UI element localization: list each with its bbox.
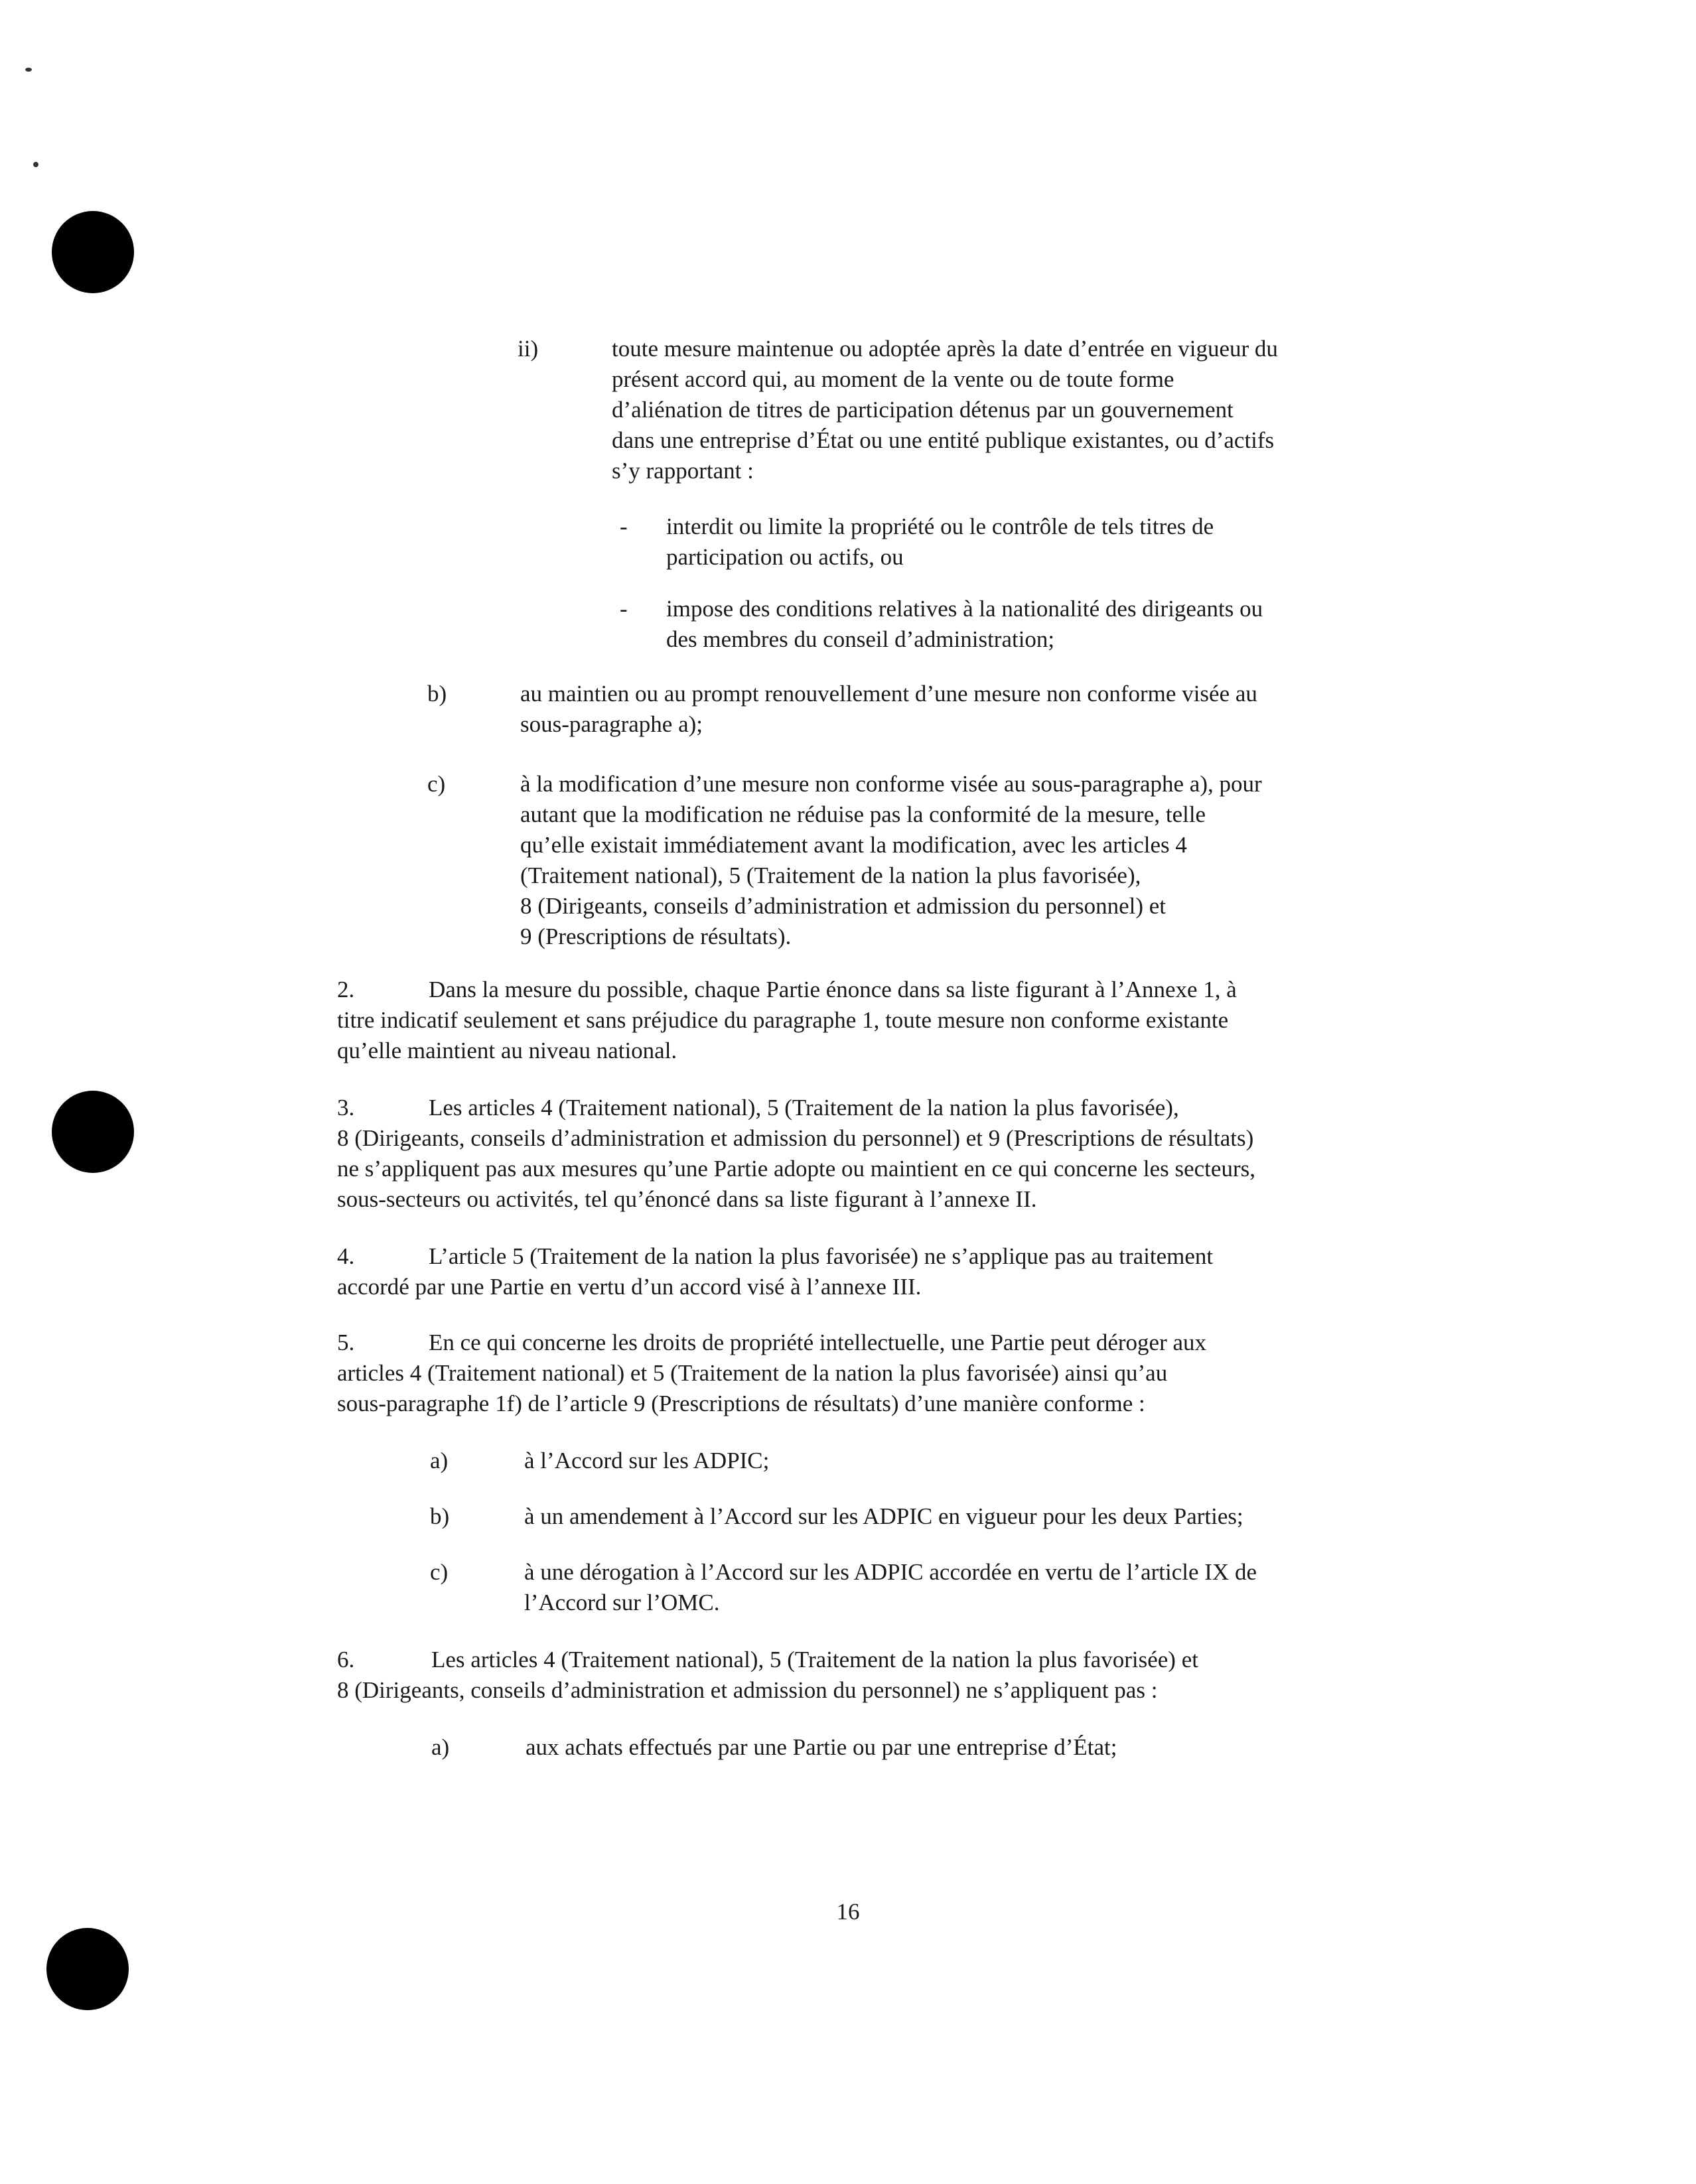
text-line: sous-paragraphe a); — [520, 711, 703, 737]
text-line: articles 4 (Traitement national) et 5 (Traitement de la nation la plus favorisée) ainsi qu’au — [337, 1360, 1168, 1386]
page-number: 16 — [836, 1899, 860, 1925]
paragraph-number: 2. — [337, 977, 355, 1002]
text-line: 8 (Dirigeants, conseils d’administration et admission du personnel) et — [520, 893, 1166, 919]
text-line: 8 (Dirigeants, conseils d’administration et admission du personnel) ne s’appliquent pas : — [337, 1677, 1158, 1703]
text-line: (Traitement national), 5 (Traitement de la nation la plus favorisée), — [520, 862, 1141, 888]
text-line: accordé par une Partie en vertu d’un accord visé à l’annexe III. — [337, 1274, 922, 1300]
text-line: sous-secteurs ou activités, tel qu’énoncé dans sa liste figurant à l’annexe II. — [337, 1186, 1037, 1212]
text-line: Les articles 4 (Traitement national), 5 (Traitement de la nation la plus favorisée) et — [431, 1647, 1198, 1672]
item-label: c) — [427, 771, 446, 797]
item-label: b) — [427, 681, 447, 707]
scan-speck — [33, 162, 38, 167]
text-line: au maintien ou au prompt renouvellement d’une mesure non conforme visée au — [520, 681, 1257, 707]
text-line: participation ou actifs, ou — [666, 544, 904, 570]
punch-hole — [46, 1928, 129, 2010]
paragraph-number: 6. — [337, 1647, 355, 1672]
scan-speck — [25, 68, 32, 72]
text-line: dans une entreprise d’État ou une entité publique existantes, ou d’actifs — [612, 427, 1275, 453]
text-line: des membres du conseil d’administration; — [666, 626, 1055, 652]
text-line: à l’Accord sur les ADPIC; — [524, 1448, 770, 1473]
text-line: à la modification d’une mesure non conforme visée au sous-paragraphe a), pour — [520, 771, 1262, 797]
text-line: toute mesure maintenue ou adoptée après la date d’entrée en vigueur du — [612, 336, 1278, 362]
item-label: c) — [430, 1559, 449, 1585]
punch-hole — [52, 211, 134, 293]
text-line: à un amendement à l’Accord sur les ADPIC en vigueur pour les deux Parties; — [524, 1503, 1243, 1529]
text-line: Les articles 4 (Traitement national), 5 (Traitement de la nation la plus favorisée), — [429, 1095, 1179, 1121]
text-line: s’y rapportant : — [612, 458, 754, 484]
dash-bullet: - — [620, 513, 628, 539]
text-line: d’aliénation de titres de participation détenus par un gouvernement — [612, 397, 1234, 423]
text-line: impose des conditions relatives à la nationalité des dirigeants ou — [666, 596, 1263, 622]
text-line: titre indicatif seulement et sans préjudice du paragraphe 1, toute mesure non conforme existante — [337, 1007, 1229, 1033]
text-line: qu’elle maintient au niveau national. — [337, 1038, 677, 1063]
item-label: a) — [430, 1448, 449, 1473]
text-line: présent accord qui, au moment de la vente ou de toute forme — [612, 366, 1174, 392]
text-line: l’Accord sur l’OMC. — [524, 1590, 720, 1615]
punch-hole — [52, 1091, 134, 1173]
text-line: 8 (Dirigeants, conseils d’administration et admission du personnel) et 9 (Prescriptions de résultats) — [337, 1125, 1254, 1151]
item-label: b) — [430, 1503, 450, 1529]
text-line: aux achats effectués par une Partie ou par une entreprise d’État; — [526, 1734, 1117, 1760]
text-line: qu’elle existait immédiatement avant la modification, avec les articles 4 — [520, 832, 1187, 858]
text-line: ne s’appliquent pas aux mesures qu’une Partie adopte ou maintient en ce qui concerne les secteurs, — [337, 1156, 1255, 1182]
item-label: a) — [431, 1734, 450, 1760]
text-line: interdit ou limite la propriété ou le contrôle de tels titres de — [666, 513, 1214, 539]
text-line: Dans la mesure du possible, chaque Partie énonce dans sa liste figurant à l’Annexe 1, à — [429, 977, 1237, 1002]
dash-bullet: - — [620, 596, 628, 622]
text-line: autant que la modification ne réduise pas la conformité de la mesure, telle — [520, 801, 1206, 827]
text-line: sous-paragraphe 1f) de l’article 9 (Prescriptions de résultats) d’une manière conforme : — [337, 1391, 1145, 1416]
paragraph-number: 4. — [337, 1243, 355, 1269]
text-line: L’article 5 (Traitement de la nation la plus favorisée) ne s’applique pas au traitement — [429, 1243, 1214, 1269]
text-line: à une dérogation à l’Accord sur les ADPIC accordée en vertu de l’article IX de — [524, 1559, 1257, 1585]
item-label: ii) — [518, 336, 539, 362]
text-line: En ce qui concerne les droits de propriété intellectuelle, une Partie peut déroger aux — [429, 1330, 1207, 1355]
text-line: 9 (Prescriptions de résultats). — [520, 923, 792, 949]
paragraph-number: 5. — [337, 1330, 355, 1355]
paragraph-number: 3. — [337, 1095, 355, 1121]
